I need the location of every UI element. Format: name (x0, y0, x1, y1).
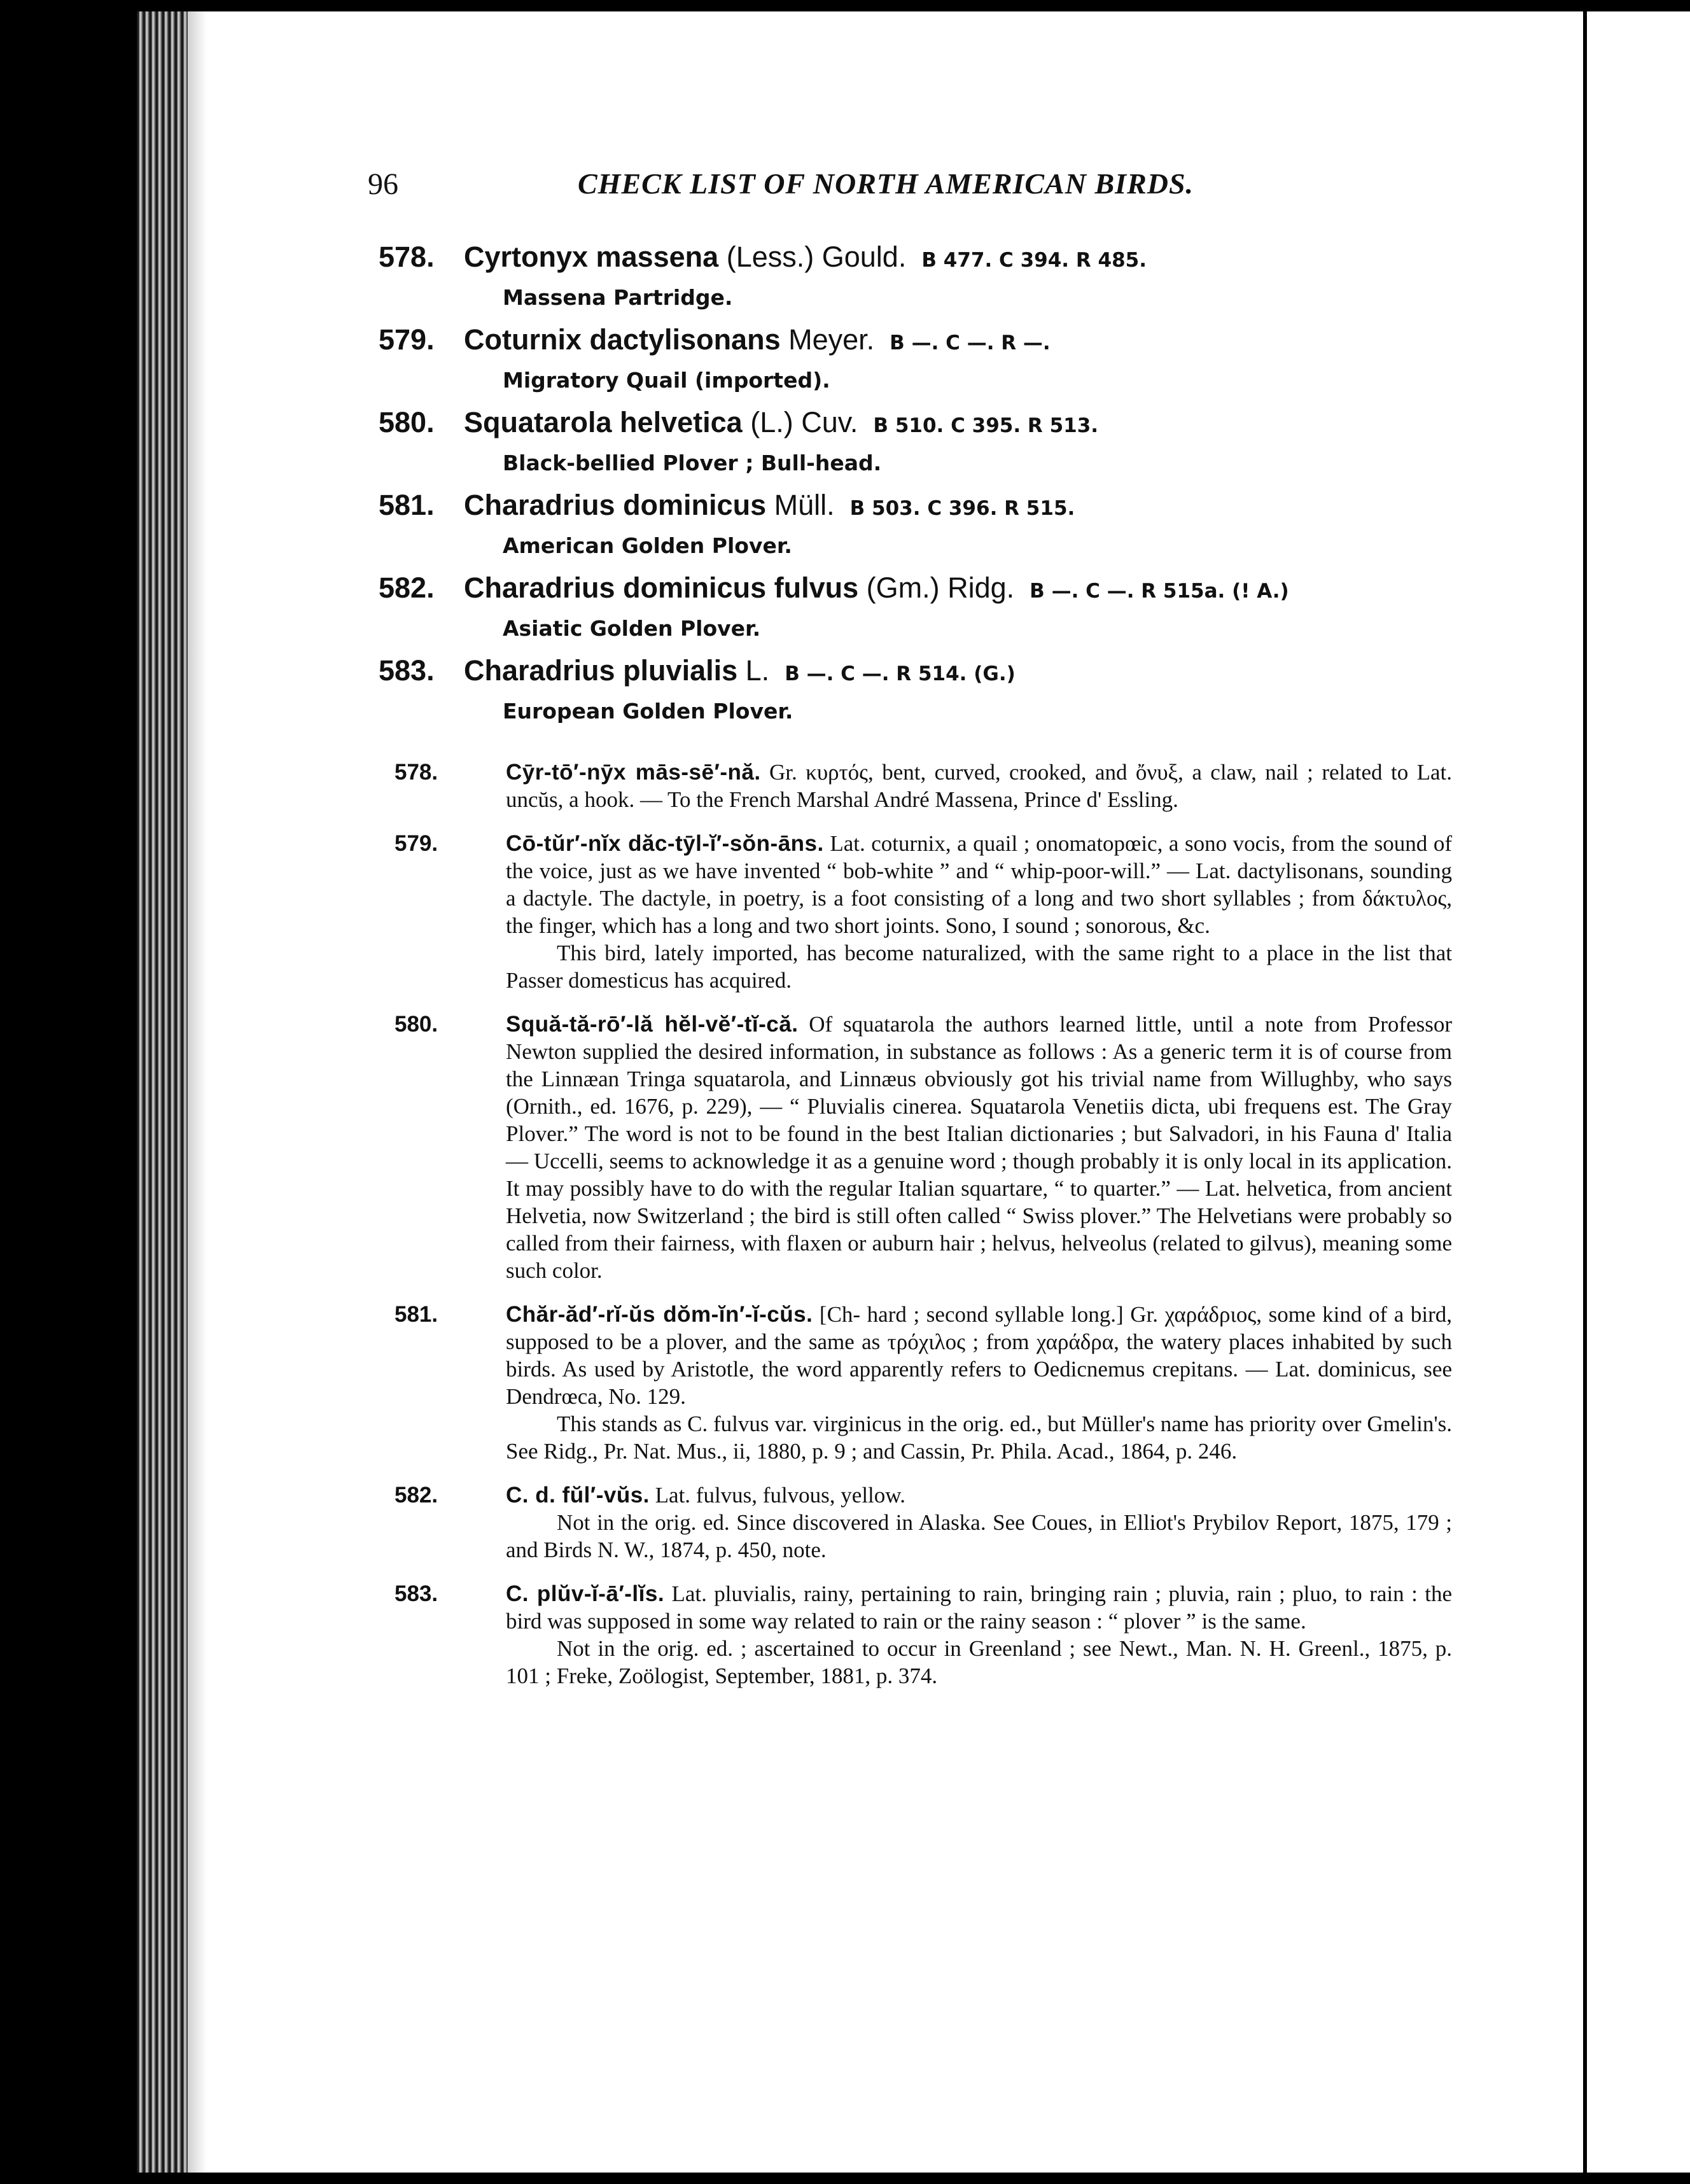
scientific-name (464, 323, 1051, 356)
etymology-text: Lat. fulvus, fulvous, yellow. (655, 1483, 906, 1508)
common-name: American Golden Plover. (503, 533, 792, 558)
common-name: Asiatic Golden Plover. (503, 616, 761, 641)
scientific-name (464, 406, 1098, 439)
page-number: 96 (368, 167, 398, 201)
note-continuation: Not in the orig. ed. Since discovered in Alaska. See Coues, in Elliot's Prybilov Report, 1875, 179 ; and Birds N. W., 1874, p. 450, note. (506, 1510, 1452, 1562)
common-name: Black-bellied Plover ; Bull-head. (503, 451, 882, 475)
note-text (506, 1580, 1452, 1635)
species-entry-580 (379, 406, 1524, 489)
pronunciation-heading: C. d. fŭl′-vŭs. (506, 1483, 650, 1508)
binomial: Charadrius dominicus fulvus (464, 571, 859, 604)
authority: (L.) Cuv. (750, 406, 858, 438)
pronunciation-heading: Cō-tŭr′-nĭx dăc-tȳl-ĭ′-sŏn-āns. (506, 831, 824, 856)
etymology-text: Gr. κυρτός, bent, curved, crooked, and ὄνυξ, a claw, nail ; related to Lat. uncŭs, a hook. — To the French Marshal André Massena, Prince d' Essling. (506, 760, 1453, 812)
binomial: Squatarola helvetica (464, 406, 743, 438)
authority: (Less.) Gould. (726, 241, 907, 273)
note-580 (395, 1011, 1452, 1284)
note-578 (395, 759, 1452, 813)
note-number: 581. (395, 1302, 438, 1327)
scientific-name (464, 654, 1016, 687)
reference-codes: B 477. C 394. R 485. (921, 249, 1147, 272)
reference-codes: B 510. C 395. R 513. (873, 414, 1099, 437)
note-583 (395, 1580, 1452, 1690)
note-text (506, 830, 1452, 939)
pronunciation-heading: Chăr-ăd′-rĭ-ŭs dŏm-ĭn′-ĭ-cŭs. (506, 1302, 813, 1327)
binomial: Charadrius dominicus (464, 489, 767, 521)
pronunciation-heading: C. plŭv-ĭ-ā′-lĭs. (506, 1581, 665, 1606)
note-number: 583. (395, 1581, 438, 1606)
species-entry-581 (379, 489, 1524, 571)
etymology-text: Lat. coturnix, a quail ; onomatopœic, a sono vocis, from the sound of the voice, just as we have invented “ bob-white ” and “ whip-poor-will.” — Lat. dactylisonans, sounding a dactyle. The dactyle, in poetry, is a foot consisting of a long and two short syllables ; from δάκτυλος, the finger, which has a long and two short joints. Sono, I sound ; sonorous, &c. (506, 831, 1453, 938)
etymology-text: Of squatarola the authors learned little, until a note from Professor Newton supplied the desired information, in substance as follows : As a generic term it is of course from the Linnæan Tringa squatarola, and Linnæus obviously got his trivial name from Willughby, who says (Ornith., ed. 1676, p. 229), — “ Pluvialis cinerea. Squatarola Venetiis dicta, ubi frequens est. The Gray Plover.” The word is not to be found in the best Italian dictionaries ; but Salvadori, in his Fauna d' Italia — Uccelli, seems to acknowledge it as a genuine word ; though probably it is only local in its application. It may possibly have to do with the regular Italian squartare, “ to quarter.” — Lat. helvetica, from ancient Helvetia, now Switzerland ; the bird is still often called “ Swiss plover.” The Helvetians were probably so called from their fairness, with flaxen or auburn hair ; helvus, helveolus (related to gilvus), meaning some such color. (506, 1012, 1452, 1283)
etymology-text: Lat. pluvialis, rainy, pertaining to rain, bringing rain ; pluvia, rain ; pluo, to rain : the bird was supposed in some way related to rain or the rainy season : “ plover ” is the same. (506, 1581, 1453, 1634)
species-entry-579 (379, 323, 1524, 406)
note-582 (395, 1481, 1452, 1564)
authority: Meyer. (788, 323, 875, 356)
etymology-text: [Ch- hard ; second syllable long.] Gr. χαράδριος, some kind of a bird, supposed to be a plover, and the same as τρόχιλος ; from χαράδρα, the watery places inhabited by such birds. As used by Aristotle, the word apparently refers to Oedicnemus crepitans. — Lat. dominicus, see Dendrœca, No. 129. (506, 1302, 1452, 1409)
reference-codes: B —. C —. R 514. (G.) (785, 662, 1016, 685)
note-number: 580. (395, 1012, 438, 1037)
reference-codes: B —. C —. R —. (890, 332, 1051, 354)
species-list (379, 241, 1524, 737)
authority: L. (745, 654, 770, 687)
reference-codes: B 503. C 396. R 515. (849, 497, 1075, 520)
note-579 (395, 830, 1452, 994)
entry-number: 579. (379, 323, 435, 356)
authority: (Gm.) Ridg. (866, 571, 1015, 604)
page-header (368, 167, 1240, 211)
entry-number: 583. (379, 654, 435, 687)
entry-number: 581. (379, 489, 435, 521)
etymology-notes (395, 759, 1452, 1706)
pronunciation-heading: Cȳr-tō′-nȳx mās-sē′-nă. (506, 760, 761, 785)
species-entry-582 (379, 571, 1524, 654)
scientific-name (464, 489, 1075, 522)
entry-number: 582. (379, 571, 435, 604)
note-581 (395, 1301, 1452, 1465)
common-name: Migratory Quail (imported). (503, 368, 830, 393)
entry-number: 580. (379, 406, 435, 438)
pronunciation-heading: Squă-tă-rō′-lă hĕl-vĕ′-tĭ-că. (506, 1012, 799, 1037)
note-continuation: This bird, lately imported, has become naturalized, with the same right to a place in the list that Passer domesticus has acquired. (506, 941, 1452, 993)
note-continuation: Not in the orig. ed. ; ascertained to occur in Greenland ; see Newt., Man. N. H. Greenl., 1875, p. 101 ; Freke, Zoölogist, September, 1881, p. 374. (506, 1636, 1452, 1688)
running-title: CHECK LIST OF NORTH AMERICAN BIRDS. (578, 167, 1194, 200)
common-name: Massena Partridge. (503, 285, 733, 310)
note-text (506, 759, 1452, 813)
binomial: Cyrtonyx massena (464, 241, 719, 273)
entry-number: 578. (379, 241, 435, 273)
note-number: 579. (395, 831, 438, 856)
note-text (506, 1011, 1452, 1284)
note-continuation: This stands as C. fulvus var. virginicus in the orig. ed., but Müller's name has priority over Gmelin's. See Ridg., Pr. Nat. Mus., ii, 1880, p. 9 ; and Cassin, Pr. Phila. Acad., 1864, p. 246. (506, 1411, 1452, 1464)
note-text (506, 1481, 1452, 1509)
reference-codes: B —. C —. R 515a. (! A.) (1030, 580, 1289, 603)
scientific-name (464, 241, 1147, 274)
note-number: 578. (395, 760, 438, 785)
species-entry-578 (379, 241, 1524, 323)
authority: Müll. (774, 489, 835, 521)
common-name: European Golden Plover. (503, 699, 793, 724)
note-text (506, 1301, 1452, 1410)
note-number: 582. (395, 1483, 438, 1508)
binomial: Charadrius pluvialis (464, 654, 738, 687)
binomial: Coturnix dactylisonans (464, 323, 781, 356)
species-entry-583 (379, 654, 1524, 737)
scientific-name (464, 571, 1289, 605)
